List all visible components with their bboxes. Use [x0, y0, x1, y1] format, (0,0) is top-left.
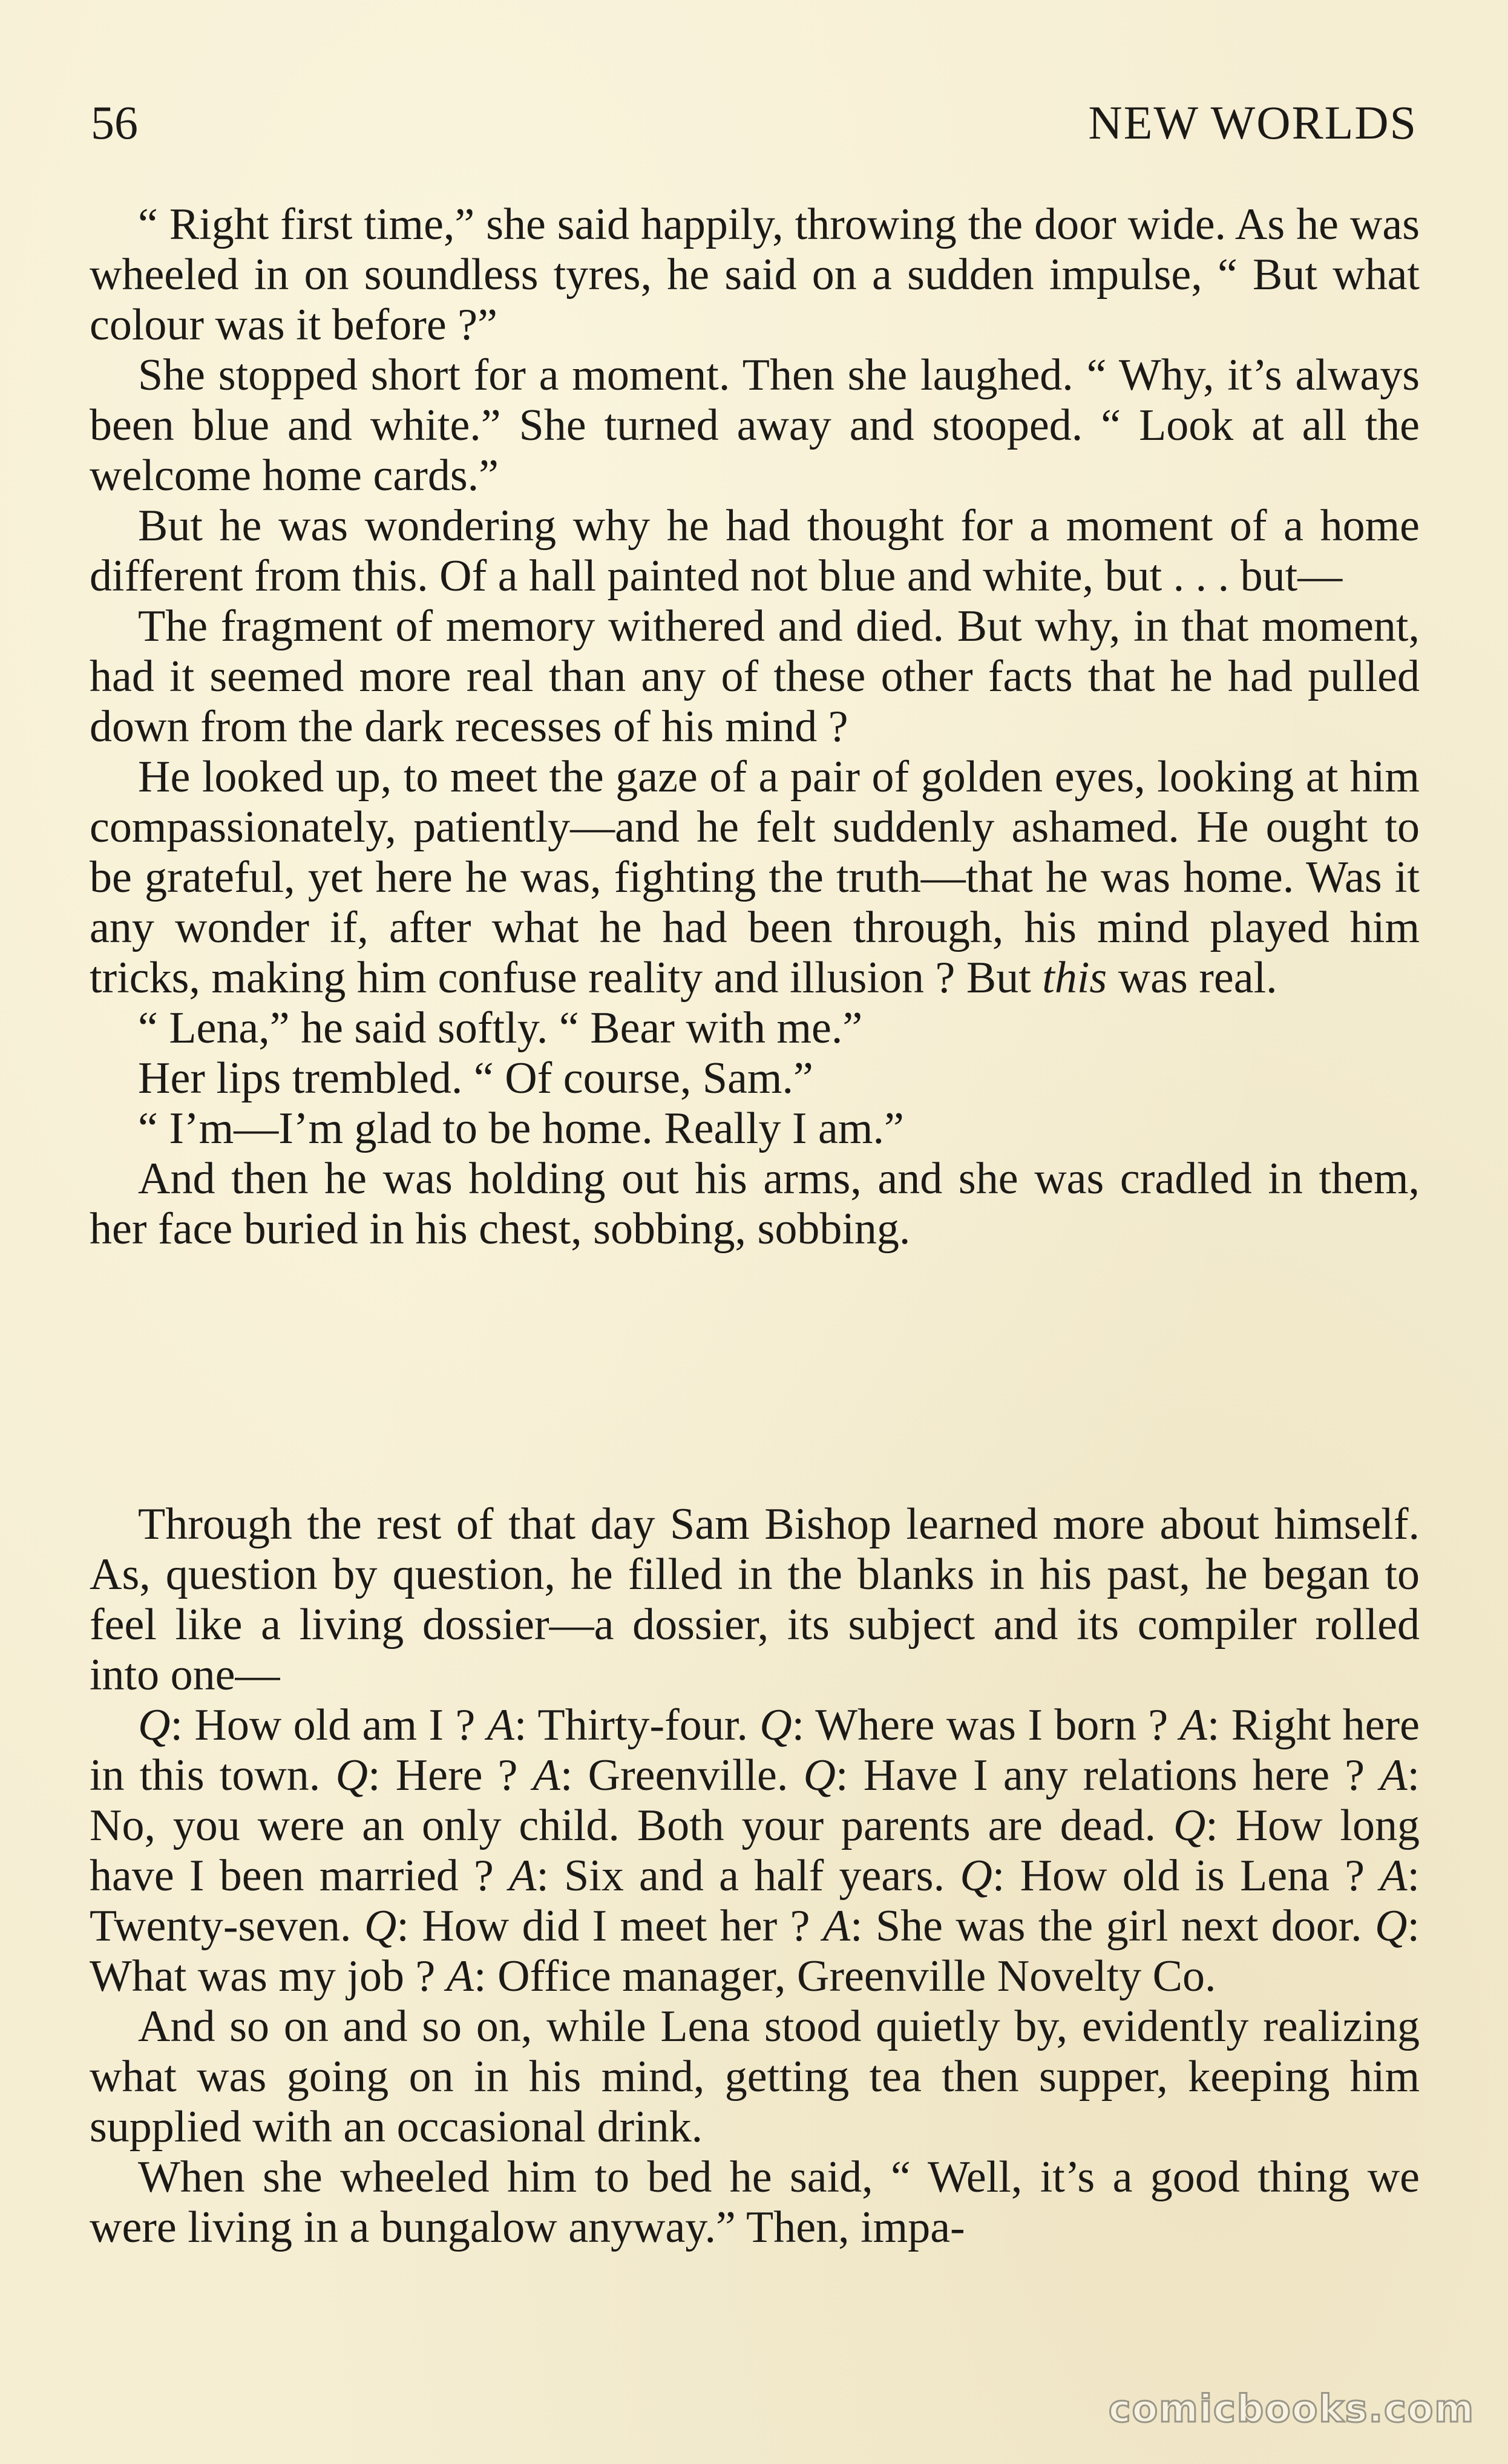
question-tag: Q [364, 1901, 397, 1951]
page-number: 56 [91, 96, 138, 149]
paragraph: When she wheeled him to bed he said, “ Well, it’s a good thing we were living in a bungalow anyway.” Then, impa- [90, 2152, 1420, 2252]
question-text: Here ? [395, 1751, 518, 1800]
question-tag: Q [759, 1700, 792, 1750]
paragraph: “ Right first time,” she said happily, throwing the door wide. As he was wheeled in on soundless tyres, he said on a sudden impulse, “ But what colour was it before ?” [90, 200, 1420, 350]
paragraph: She stopped short for a moment. Then she laughed. “ Why, it’s always been blue and white.” She turned away and stooped. “ Look at all the welcome home cards.” [90, 350, 1420, 500]
answer-tag: A [822, 1901, 851, 1951]
paragraph: And so on and so on, while Lena stood quietly by, evidently realizing what was going on in his mind, getting tea then supper, keeping him supplied with an occasional drink. [90, 2002, 1420, 2152]
question-tag: Q [335, 1751, 368, 1800]
answer-text: Six and a half years. [564, 1851, 945, 1901]
text-section-1 [90, 200, 1420, 1254]
paragraph: And then he was holding out his arms, and she was cradled in them, her face buried in his chest, sobbing, sobbing. [90, 1154, 1420, 1254]
answer-text: No, you were an only child. Both your parents are dead. [90, 1801, 1156, 1850]
question-tag: Q [138, 1700, 171, 1750]
paragraph: The fragment of memory withered and died. But why, in that moment, had it seemed more real than any of these other facts that he had pulled down from the dark recesses of his mind ? [90, 601, 1420, 752]
answer-text: Thirty-four. [537, 1700, 748, 1750]
question-text: How long have I been married ? [90, 1801, 1420, 1901]
answer-tag: A [446, 1951, 474, 2001]
answer-text: Right here in this town. [90, 1700, 1420, 1800]
question-tag: Q [1375, 1901, 1408, 1951]
qa-paragraph: Q: How old am I ? A: Thirty-four. Q: Where was I born ? A: Right here in this town. Q: Here ? A: Greenville. Q: Have I any relations here ? A: No, you were an only child. Both your parents are dead. Q: How long have I been married ? A: Six and a half years. Q: How old is Lena ? A: Twenty-seven. Q: How did I meet her ? A: She was the girl next door. Q: What was my job ? A: Office manager, Greenville Novelty Co. [90, 1700, 1420, 2001]
paragraph: Through the rest of that day Sam Bishop learned more about himself. As, question by question, he filled in the blanks in his past, he began to feel like a living dossier—a dossier, its subject and its compiler rolled into one— [90, 1499, 1420, 1700]
emphasized-word: this [1042, 953, 1107, 1003]
question-text: What was my job ? [90, 1951, 436, 2001]
answer-text: Office manager, Greenville Novelty Co. [497, 1951, 1216, 2001]
question-text: How did I meet her ? [422, 1901, 810, 1951]
question-tag: Q [803, 1751, 836, 1800]
site-watermark: comicbooks.com [1108, 2387, 1475, 2431]
question-tag: Q [1173, 1801, 1206, 1850]
answer-tag: A [1380, 1751, 1408, 1800]
question-text: Where was I born ? [815, 1700, 1169, 1750]
question-text: How old am I ? [194, 1700, 476, 1750]
paragraph: Her lips trembled. “ Of course, Sam.” [138, 1053, 813, 1103]
answer-tag: A [533, 1751, 560, 1800]
question-text: How old is Lena ? [1020, 1851, 1365, 1901]
question-text: Have I any relations here ? [863, 1751, 1365, 1800]
answer-text: Greenville. [588, 1751, 788, 1800]
answer-tag: A [1179, 1700, 1207, 1750]
paragraph: “ I’m—I’m glad to be home. Really I am.” [138, 1104, 904, 1153]
paragraph: “ Lena,” he said softly. “ Bear with me.” [138, 1003, 863, 1053]
answer-tag: A [487, 1700, 514, 1750]
answer-text: She was the girl next door. [876, 1901, 1362, 1951]
question-tag: Q [960, 1851, 992, 1901]
answer-text: Twenty-seven. [90, 1901, 352, 1951]
answer-tag: A [1380, 1851, 1408, 1901]
answer-tag: A [509, 1851, 537, 1901]
page-header [91, 96, 1417, 150]
paragraph: But he was wondering why he had thought for a moment of a home different from this. Of a hall painted not blue and white, but . . . but— [90, 501, 1420, 601]
paragraph: He looked up, to meet the gaze of a pair of golden eyes, looking at him compassionately, patiently—and he felt suddenly ashamed. He ought to be grateful, yet here he was, fighting the truth—that he was home. Was it any wonder if, after what he had been through, his mind played him tricks, making him confuse reality and illusion ? But this was real. [90, 752, 1420, 1003]
text-section-2 [90, 1499, 1420, 2253]
running-title: NEW WORLDS [1088, 96, 1417, 149]
